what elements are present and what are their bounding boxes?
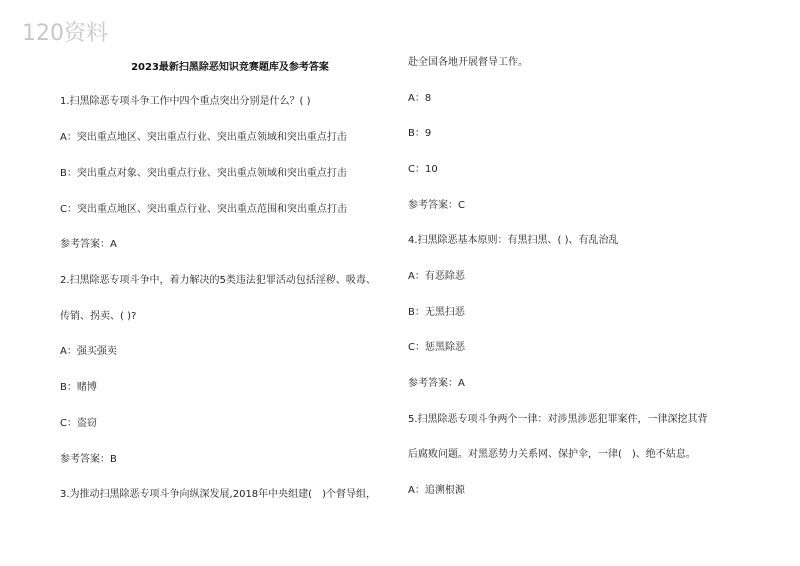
text-line: B：无黑扫恶 (408, 307, 465, 318)
text-line: 参考答案：B (60, 454, 117, 465)
text-line: C：突出重点地区、突出重点行业、突出重点范围和突出重点打击 (60, 204, 347, 215)
text-line: 参考答案：C (408, 200, 465, 211)
text-line: B：突出重点对象、突出重点行业、突出重点领域和突出重点打击 (60, 168, 347, 179)
text-line: 参考答案：A (60, 239, 117, 250)
text-line: 后腐败问题。对黑恶势力关系网、保护伞，一律( )、绝不姑息。 (408, 449, 696, 460)
text-line: 4.扫黑除恶基本原则：有黑扫黑、( )、有乱治乱 (408, 235, 619, 246)
text-line: 2.扫黑除恶专项斗争中，着力解决的5类违法犯罪活动包括淫秽、吸毒、 (60, 275, 376, 286)
text-line: A：追溯根源 (408, 485, 465, 496)
text-line: 参考答案：A (408, 378, 465, 389)
text-line: C：惩黑除恶 (408, 342, 465, 353)
watermark: 120资料 (22, 21, 108, 46)
document-title: 2023最新扫黑除恶知识竞赛题库及参考答案 (131, 62, 329, 73)
text-line: C：10 (408, 164, 438, 175)
text-line: 3.为推动扫黑除恶专项斗争向纵深发展,2018年中央组建( )个督导组， (60, 489, 376, 500)
text-line: A：8 (408, 93, 432, 104)
text-line: 1.扫黑除恶专项斗争工作中四个重点突出分别是什么？( ) (60, 96, 311, 107)
text-line: A：突出重点地区、突出重点行业、突出重点领域和突出重点打击 (60, 132, 347, 143)
text-line: 赴全国各地开展督导工作。 (408, 57, 528, 68)
text-line: 传销、拐卖、( )? (60, 311, 137, 322)
text-line: B：9 (408, 128, 432, 139)
text-line: A：强买强卖 (60, 346, 117, 357)
text-line: B：赌博 (60, 382, 97, 393)
text-line: A：有恶除恶 (408, 271, 465, 282)
text-line: C：盗窃 (60, 418, 97, 429)
text-line: 5.扫黑除恶专项斗争两个一律：对涉黑涉恶犯罪案件，一律深挖其背 (408, 414, 708, 425)
